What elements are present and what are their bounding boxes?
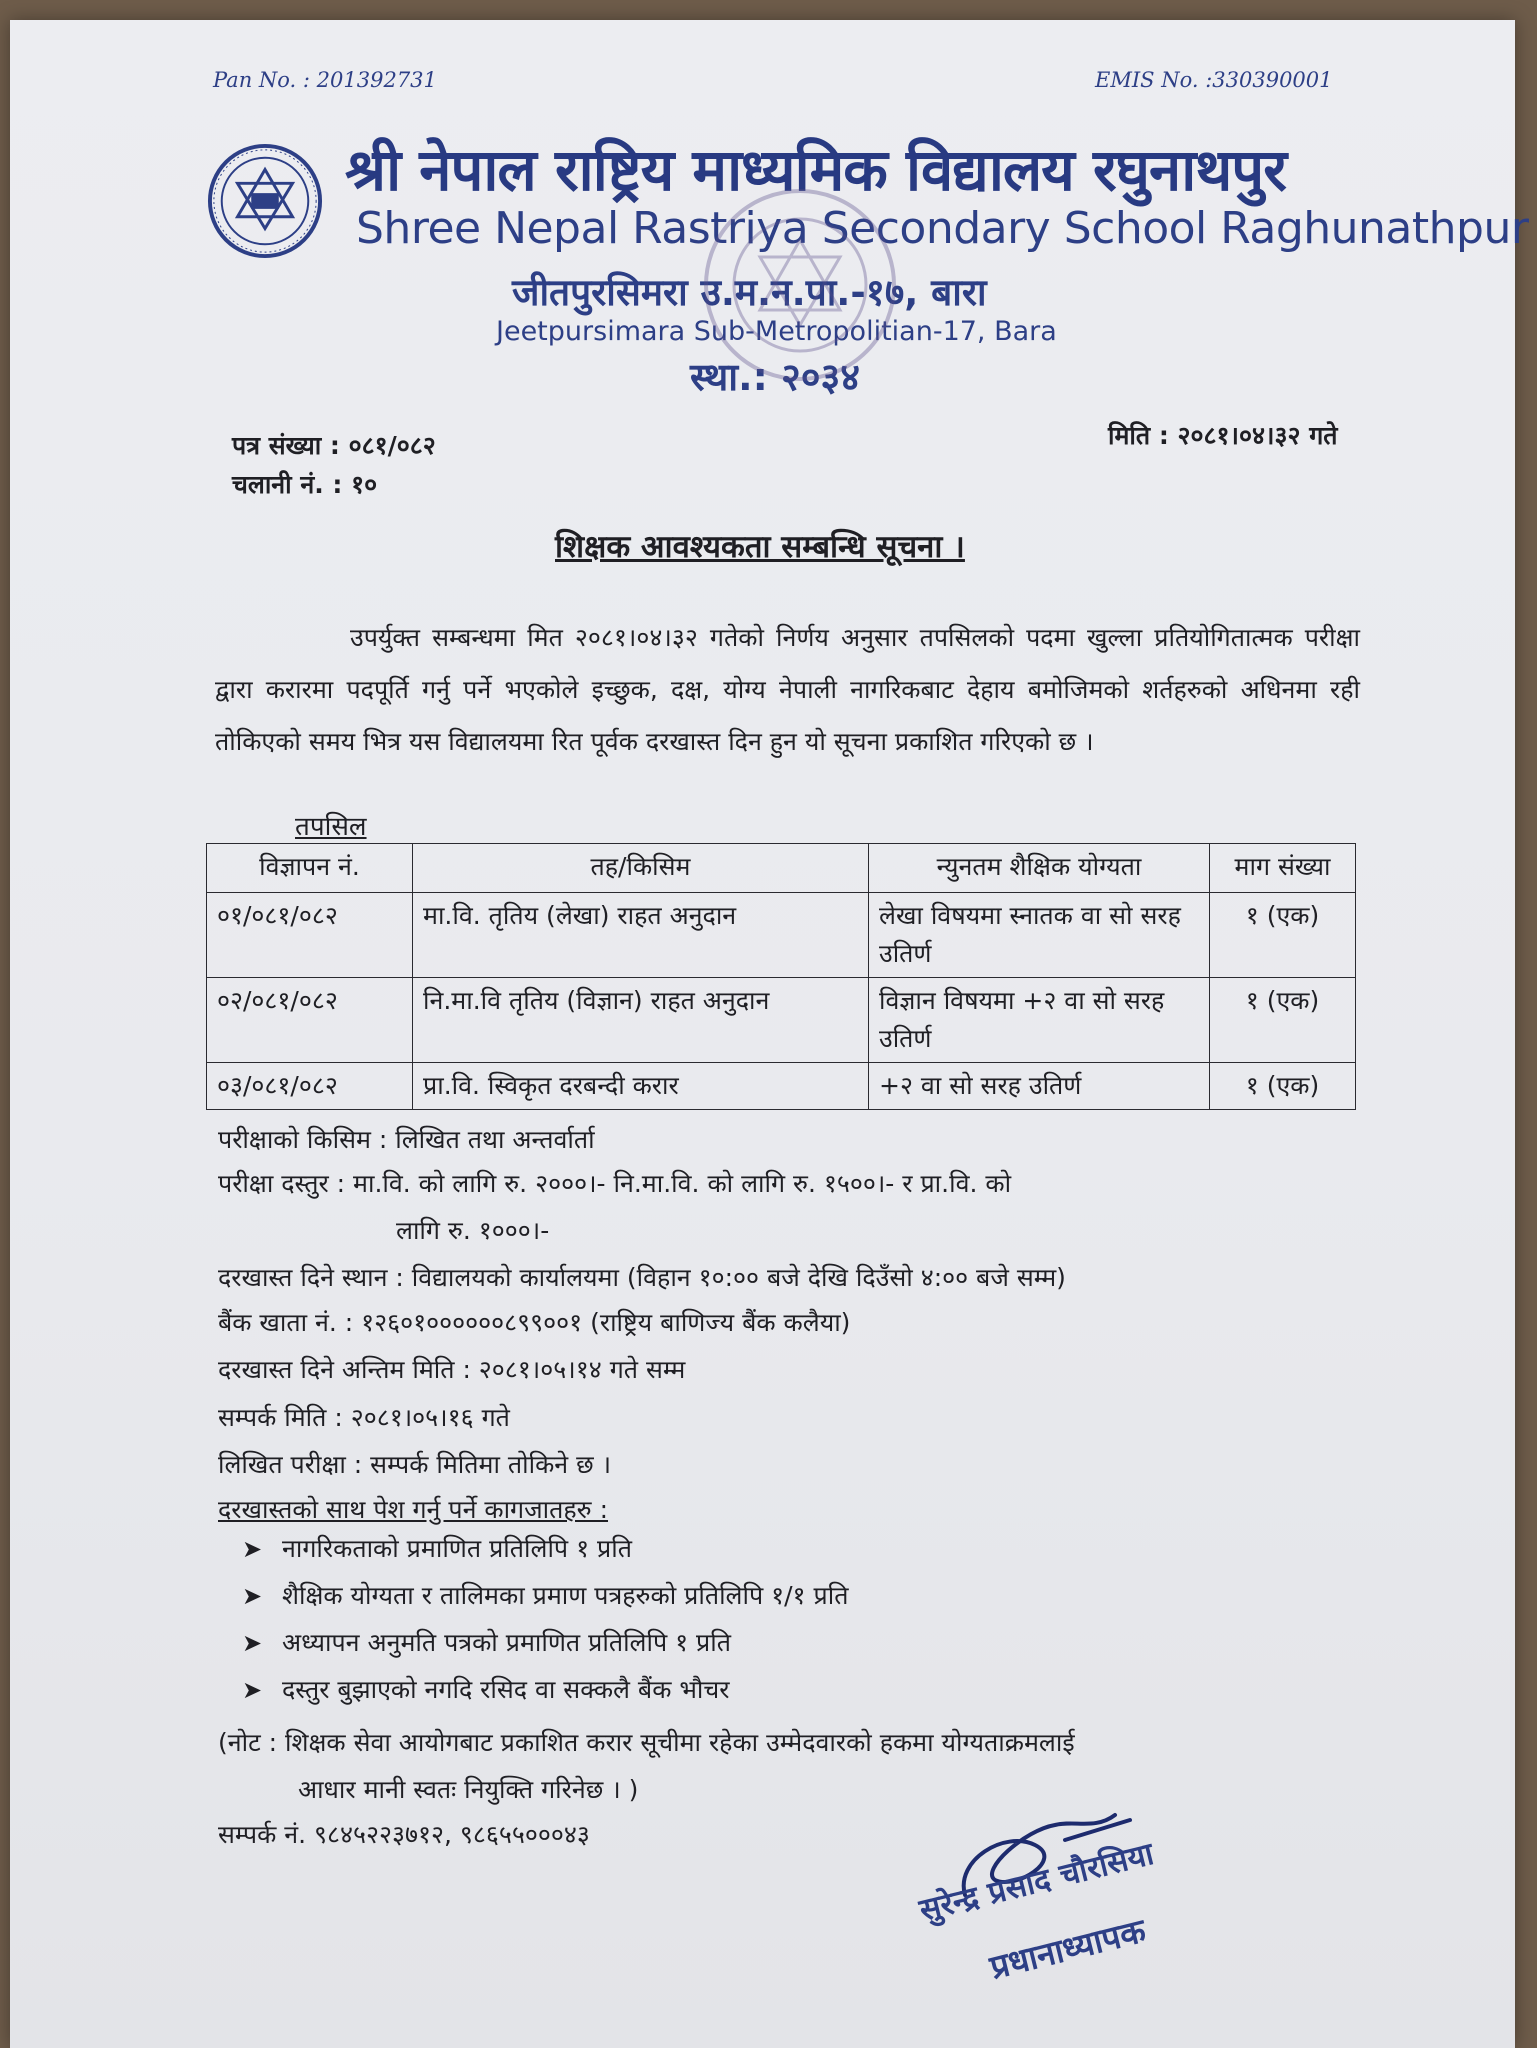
address-nepali: जीतपुरसिमरा उ.म.न.पा.-१७, बारा: [512, 271, 987, 314]
note-line-1: (नोट : शिक्षक सेवा आयोगबाट प्रकाशित करार सूचीमा रहेका उम्मेदवारको हकमा योग्यताक्रमलाई: [218, 1728, 1075, 1757]
school-name-english: Shree Nepal Rastriya Secondary School Raghunathpur: [356, 203, 1529, 254]
header-level: तह/किसिम: [413, 844, 869, 893]
ad-number-cell: ०१/०८१/०८२: [207, 893, 413, 978]
school-seal-stamp-icon: [700, 185, 900, 385]
arrow-bullet-icon: ➤: [242, 1582, 263, 1610]
emis-number: EMIS No. :330390001: [1095, 68, 1333, 92]
table-row: [207, 893, 1356, 978]
level-cell: नि.मा.वि तृतिय (विज्ञान) राहत अनुदान: [413, 978, 869, 1063]
level-cell: मा.वि. तृतिय (लेखा) राहत अनुदान: [413, 893, 869, 978]
school-emblem-icon: [206, 142, 324, 260]
address-english: Jeetpursimara Sub-Metropolitian-17, Bara: [496, 316, 1057, 347]
exam-type: परीक्षाको किसिम : लिखित तथा अन्तर्वार्ता: [218, 1125, 595, 1154]
notice-heading: शिक्षक आवश्यकता सम्बन्धि सूचना ।: [555, 529, 965, 565]
count-cell: १ (एक): [1210, 893, 1356, 978]
principal-name: सुरेन्द्र प्रसाद चौरसिया: [915, 1835, 1158, 1929]
exam-fee-continued: लागि रु. १०००।-: [396, 1216, 550, 1245]
letterhead-paper: [10, 20, 1529, 2048]
table-row: [207, 1063, 1356, 1110]
count-cell: १ (एक): [1210, 1063, 1356, 1110]
count-cell: १ (एक): [1210, 978, 1356, 1063]
application-deadline: दरखास्त दिने अन्तिम मिति : २०८१।०५।१४ गते सम्म: [218, 1355, 686, 1384]
vacancy-table: [206, 843, 1356, 1110]
level-cell: प्रा.वि. स्विकृत दरबन्दी करार: [413, 1063, 869, 1110]
ad-number-cell: ०२/०८१/०८२: [207, 978, 413, 1063]
written-exam-info: लिखित परीक्षा : सम्पर्क मितिमा तोकिने छ ।: [218, 1450, 612, 1479]
contact-date: सम्पर्क मिति : २०८१।०५।१६ गते: [218, 1403, 510, 1432]
list-item: ➤ अध्यापन अनुमति पत्रको प्रमाणित प्रतिलिपि १ प्रति: [242, 1628, 732, 1657]
note-line-2: आधार मानी स्वतः नियुक्ति गरिनेछ । ): [298, 1775, 639, 1804]
list-item: ➤ दस्तुर बुझाएको नगदि रसिद वा सक्कलै बैंक भौचर: [242, 1675, 730, 1704]
application-place: दरखास्त दिने स्थान : विद्यालयको कार्यालयमा (विहान १०:०० बजे देखि दिउँसो ४:०० बजे सम्म): [218, 1263, 1066, 1292]
qualification-cell: लेखा विषयमा स्नातक वा सो सरह उतिर्ण: [869, 893, 1210, 978]
qualification-cell: +२ वा सो सरह उतिर्ण: [869, 1063, 1210, 1110]
qualification-cell: विज्ञान विषयमा +२ वा सो सरह उतिर्ण: [869, 978, 1210, 1063]
header-ad-number: विज्ञापन नं.: [207, 844, 413, 893]
required-documents-list: [242, 1531, 848, 1719]
notice-body-text: उपर्युक्त सम्बन्धमा मित २०८१।०४।३२ गतेको निर्णय अनुसार तपसिलको पदमा खुल्ला प्रतियोगितात्मक परीक्षा द्वारा करारमा पदपूर्ति गर्नु पर्ने भएकोले इच्छुक, दक्ष, योग्य नेपाली नागरिकबाट देहाय बमोजिमको शर्तहरुको अधिनमा रही तोकिएको समय भित्र यस विद्यालयमा रित पूर्वक दरखास्त दिन हुन यो सूचना प्रकाशित गरिएको छ ।: [215, 623, 1360, 756]
school-name-nepali: श्री नेपाल राष्ट्रिय माध्यमिक विद्यालय रघुनाथपुर: [345, 136, 1286, 204]
pan-number: Pan No. : 201392731: [213, 68, 437, 92]
notice-body: [215, 612, 1360, 768]
letter-number: पत्र संख्या : ०८१/०८२: [232, 431, 436, 460]
exam-fee: परीक्षा दस्तुर : मा.वि. को लागि रु. २०००।- नि.मा.वि. को लागि रु. १५००।- र प्रा.वि. को: [218, 1169, 1012, 1198]
dispatch-number: चलानी नं. : १०: [232, 470, 378, 499]
arrow-bullet-icon: ➤: [242, 1629, 263, 1657]
header-count: माग संख्या: [1210, 844, 1356, 893]
bank-account: बैंक खाता नं. : १२६०१००००००८९९००१ (राष्ट्रिय बाणिज्य बैंक कलैया): [218, 1308, 851, 1337]
arrow-bullet-icon: ➤: [242, 1535, 263, 1563]
arrow-bullet-icon: ➤: [242, 1676, 263, 1704]
required-documents-label: दरखास्तको साथ पेश गर्नु पर्ने कागजातहरु :: [218, 1495, 609, 1524]
table-header-row: [207, 844, 1356, 893]
list-item: ➤ शैक्षिक योग्यता र तालिमका प्रमाण पत्रहरुको प्रतिलिपि १/१ प्रति: [242, 1581, 849, 1610]
schedule-label: तपसिल: [295, 812, 367, 842]
contact-numbers: सम्पर्क नं. ९८४५२२३७१२, ९८६५५०००४३: [218, 1820, 590, 1849]
established-year: स्था.: २०३४: [690, 355, 861, 399]
principal-title: प्रधानाध्यापक: [985, 1910, 1150, 1987]
table-row: [207, 978, 1356, 1063]
list-item: ➤ नागरिकताको प्रमाणित प्रतिलिपि १ प्रति: [242, 1534, 632, 1563]
notice-date: मिति : २०८१।०४।३२ गते: [1108, 421, 1338, 450]
header-qualification: न्युनतम शैक्षिक योग्यता: [869, 844, 1210, 893]
ad-number-cell: ०३/०८१/०८२: [207, 1063, 413, 1110]
